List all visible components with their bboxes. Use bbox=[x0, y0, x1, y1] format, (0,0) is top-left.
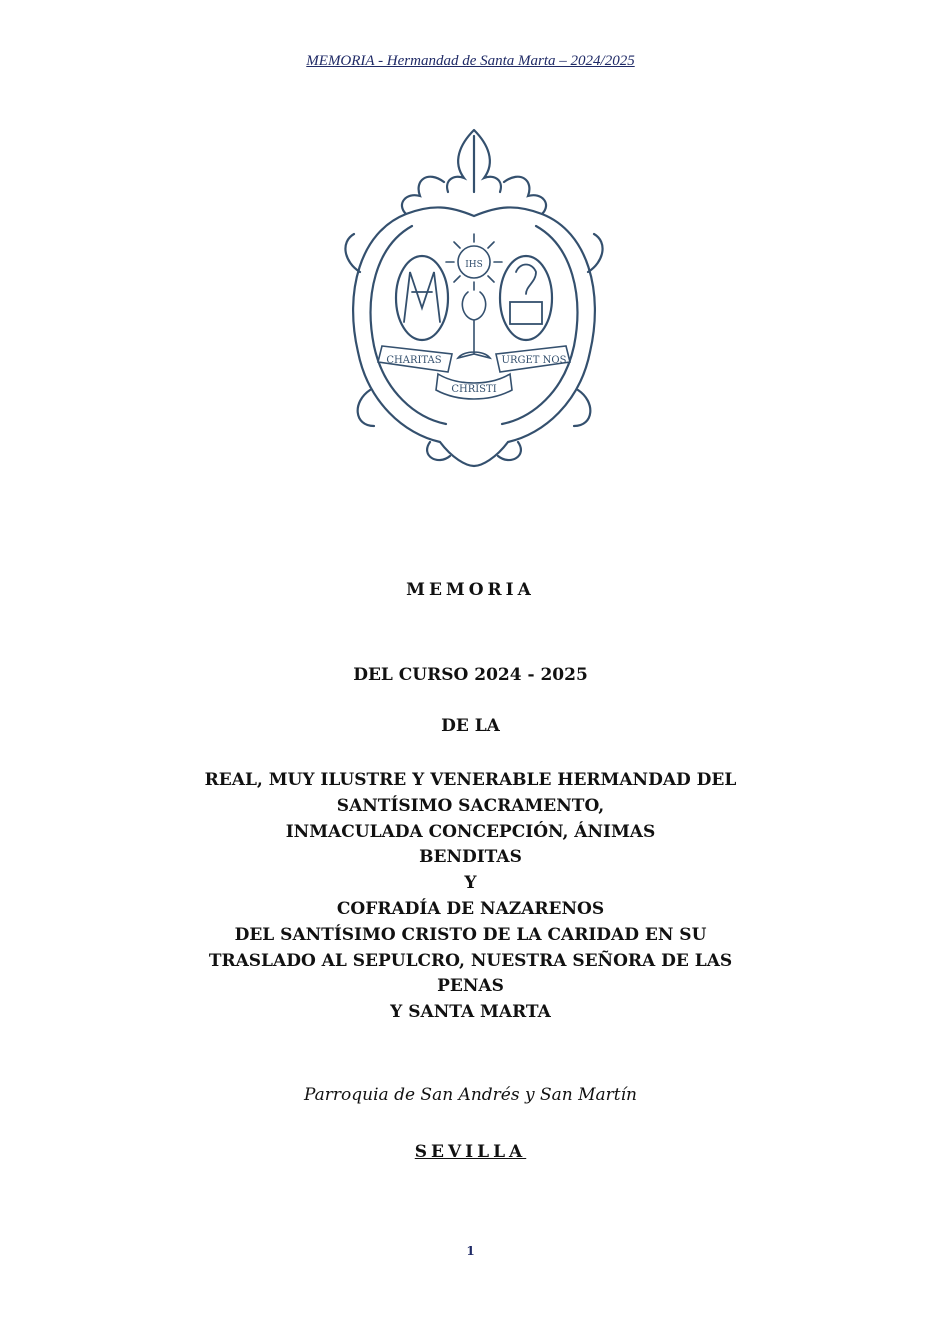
ribbon-left-text: CHARITAS bbox=[386, 355, 442, 366]
page-number: 1 bbox=[466, 1244, 475, 1258]
running-header: MEMORIA - Hermandad de Santa Marta – 2024/2025 bbox=[306, 53, 635, 69]
brotherhood-crest bbox=[340, 122, 608, 470]
course-subtitle: DEL CURSO 2024 - 2025 bbox=[353, 665, 588, 685]
ribbon-right-text: URGET NOS bbox=[501, 355, 567, 366]
document-title: MEMORIA bbox=[406, 580, 535, 600]
name-line: REAL, MUY ILUSTRE Y VENERABLE HERMANDAD DEL bbox=[204, 770, 737, 790]
crest-top-ornament bbox=[447, 130, 501, 192]
name-line: Y bbox=[464, 873, 477, 894]
name-line: DEL SANTÍSIMO CRISTO DE LA CARIDAD EN SU bbox=[234, 924, 707, 945]
name-line: SANTÍSIMO SACRAMENTO, bbox=[336, 795, 605, 816]
connector-text: DE LA bbox=[441, 716, 500, 736]
brotherhood-name bbox=[0, 768, 941, 1026]
name-line: TRASLADO AL SEPULCRO, NUESTRA SEÑORA DE LAS bbox=[208, 950, 733, 971]
monstrance-text: IHS bbox=[465, 260, 483, 270]
marian-monogram bbox=[396, 256, 448, 340]
name-line: PENAS bbox=[437, 976, 504, 997]
ribbon-bottom-text: CHRISTI bbox=[451, 384, 497, 395]
name-line: Y SANTA MARTA bbox=[390, 1002, 551, 1023]
parish-name: Parroquia de San Andrés y San Martín bbox=[303, 1085, 638, 1105]
name-line: COFRADÍA DE NAZARENOS bbox=[336, 898, 605, 919]
name-line: INMACULADA CONCEPCIÓN, ÁNIMAS bbox=[285, 821, 656, 842]
city-label: SEVILLA bbox=[414, 1142, 527, 1162]
saint-martha-emblem bbox=[500, 256, 552, 340]
city-name bbox=[0, 1142, 941, 1162]
monstrance bbox=[446, 234, 502, 358]
name-line: BENDITAS bbox=[419, 847, 522, 868]
